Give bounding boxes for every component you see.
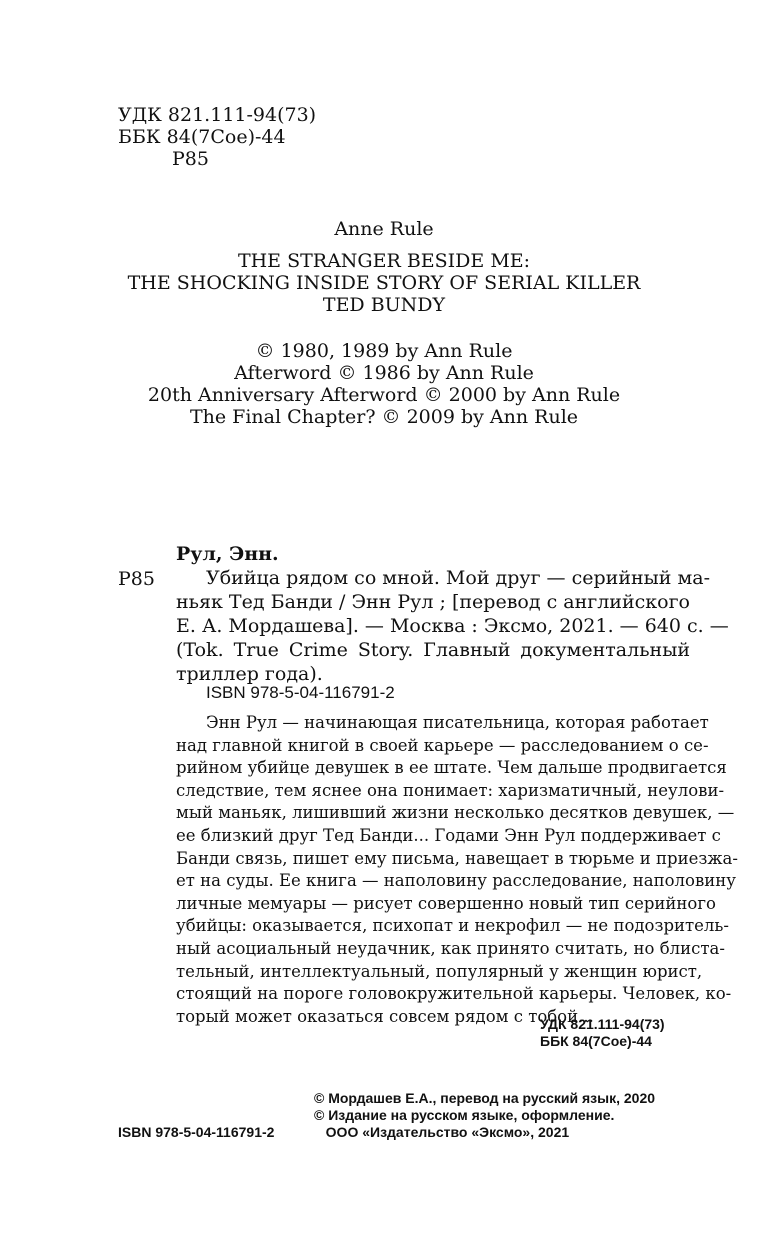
original-author: Anne Rule <box>334 218 434 240</box>
isbn: ISBN 978-5-04-116791-2 <box>206 683 395 702</box>
bib-description <box>176 566 729 686</box>
annotation-line: рийном убийце девушек в ее штате. Чем дальше продвигается <box>176 758 727 778</box>
annotation-line: мый маньяк, лишивший жизни несколько десятков девушек, — <box>176 803 735 823</box>
isbn-bottom: ISBN 978-5-04-116791-2 <box>118 1124 275 1140</box>
original-copyrights <box>0 340 768 428</box>
annotation-line: ный асоциальный неудачник, как принято считать, но блиста- <box>176 938 725 958</box>
original-title-line-3: TED BUNDY <box>322 294 446 316</box>
copyright-line: © 1980, 1989 by Ann Rule <box>255 340 513 362</box>
udk-code: УДК 821.111-94(73) <box>118 104 317 126</box>
bib-line: (Tok. True Crime Story. Главный документальный <box>176 639 690 661</box>
bib-line: Е. А. Мордашева]. — Москва : Эксмо, 2021. — 640 с. — <box>176 615 729 637</box>
annotation-line: тельный, интеллектуальный, популярный у женщин юрист, <box>176 961 703 981</box>
bib-line: Убийца рядом со мной. Мой друг — серийный ма- <box>206 567 710 589</box>
annotation-line: над главной книгой в своей карьере — расследованием о се- <box>176 735 709 755</box>
ru-copyright-line: © Издание на русском языке, оформление. <box>314 1107 615 1123</box>
bib-author-mark: Р85 <box>118 568 155 590</box>
annotation-line: ее близкий друг Тед Банди... Годами Энн Рул поддерживает с <box>176 825 721 845</box>
annotation-line: стоящий на пороге головокружительной карьеры. Человек, ко- <box>176 984 732 1004</box>
bib-line: триллер года). <box>176 663 323 685</box>
copyright-line: The Final Chapter? © 2009 by Ann Rule <box>189 406 579 428</box>
annotation <box>176 712 738 1028</box>
bottom-bbk: ББК 84(7Сое)-44 <box>540 1033 652 1049</box>
ru-copyright-line: ООО «Издательство «Эксмо», 2021 <box>314 1124 570 1140</box>
bottom-udk: УДК 821.111-94(73) <box>540 1016 665 1032</box>
copyright-line: Afterword © 1986 by Ann Rule <box>234 362 534 384</box>
russian-copyrights <box>314 1090 655 1141</box>
ru-copyright-line: © Мордашев Е.А., перевод на русский язык, 2020 <box>314 1090 656 1106</box>
original-title-block <box>0 218 768 316</box>
annotation-line: убийцы: оказывается, психопат и некрофил — не подозритель- <box>176 916 729 936</box>
original-title-line-2: THE SHOCKING INSIDE STORY OF SERIAL KILLER <box>127 272 641 294</box>
bottom-classification <box>540 1016 665 1050</box>
bbk-code: ББК 84(7Сое)-44 <box>118 126 286 148</box>
author-mark: Р85 <box>172 148 209 170</box>
bib-line: ньяк Тед Банди / Энн Рул ; [перевод с английского <box>176 591 690 613</box>
annotation-line: личные мемуары — рисует совершенно новый тип серийного <box>176 893 716 913</box>
annotation-line: торый может оказаться совсем рядом с тобой... <box>176 1006 594 1026</box>
original-title-line-1: THE STRANGER BESIDE ME: <box>237 250 531 272</box>
annotation-line: следствие, тем яснее она понимает: харизматичный, неулови- <box>176 780 725 800</box>
annotation-line: Банди связь, пишет ему письма, навещает в тюрьме и приезжа- <box>176 848 738 868</box>
classification-block <box>118 104 316 170</box>
copyright-line: 20th Anniversary Afterword © 2000 by Ann Rule <box>147 384 621 406</box>
annotation-line: ет на суды. Ее книга — наполовину расследование, наполовину <box>176 871 736 891</box>
annotation-line: Энн Рул — начинающая писательница, которая работает <box>206 713 709 732</box>
bib-author: Рул, Энн. <box>176 543 279 565</box>
